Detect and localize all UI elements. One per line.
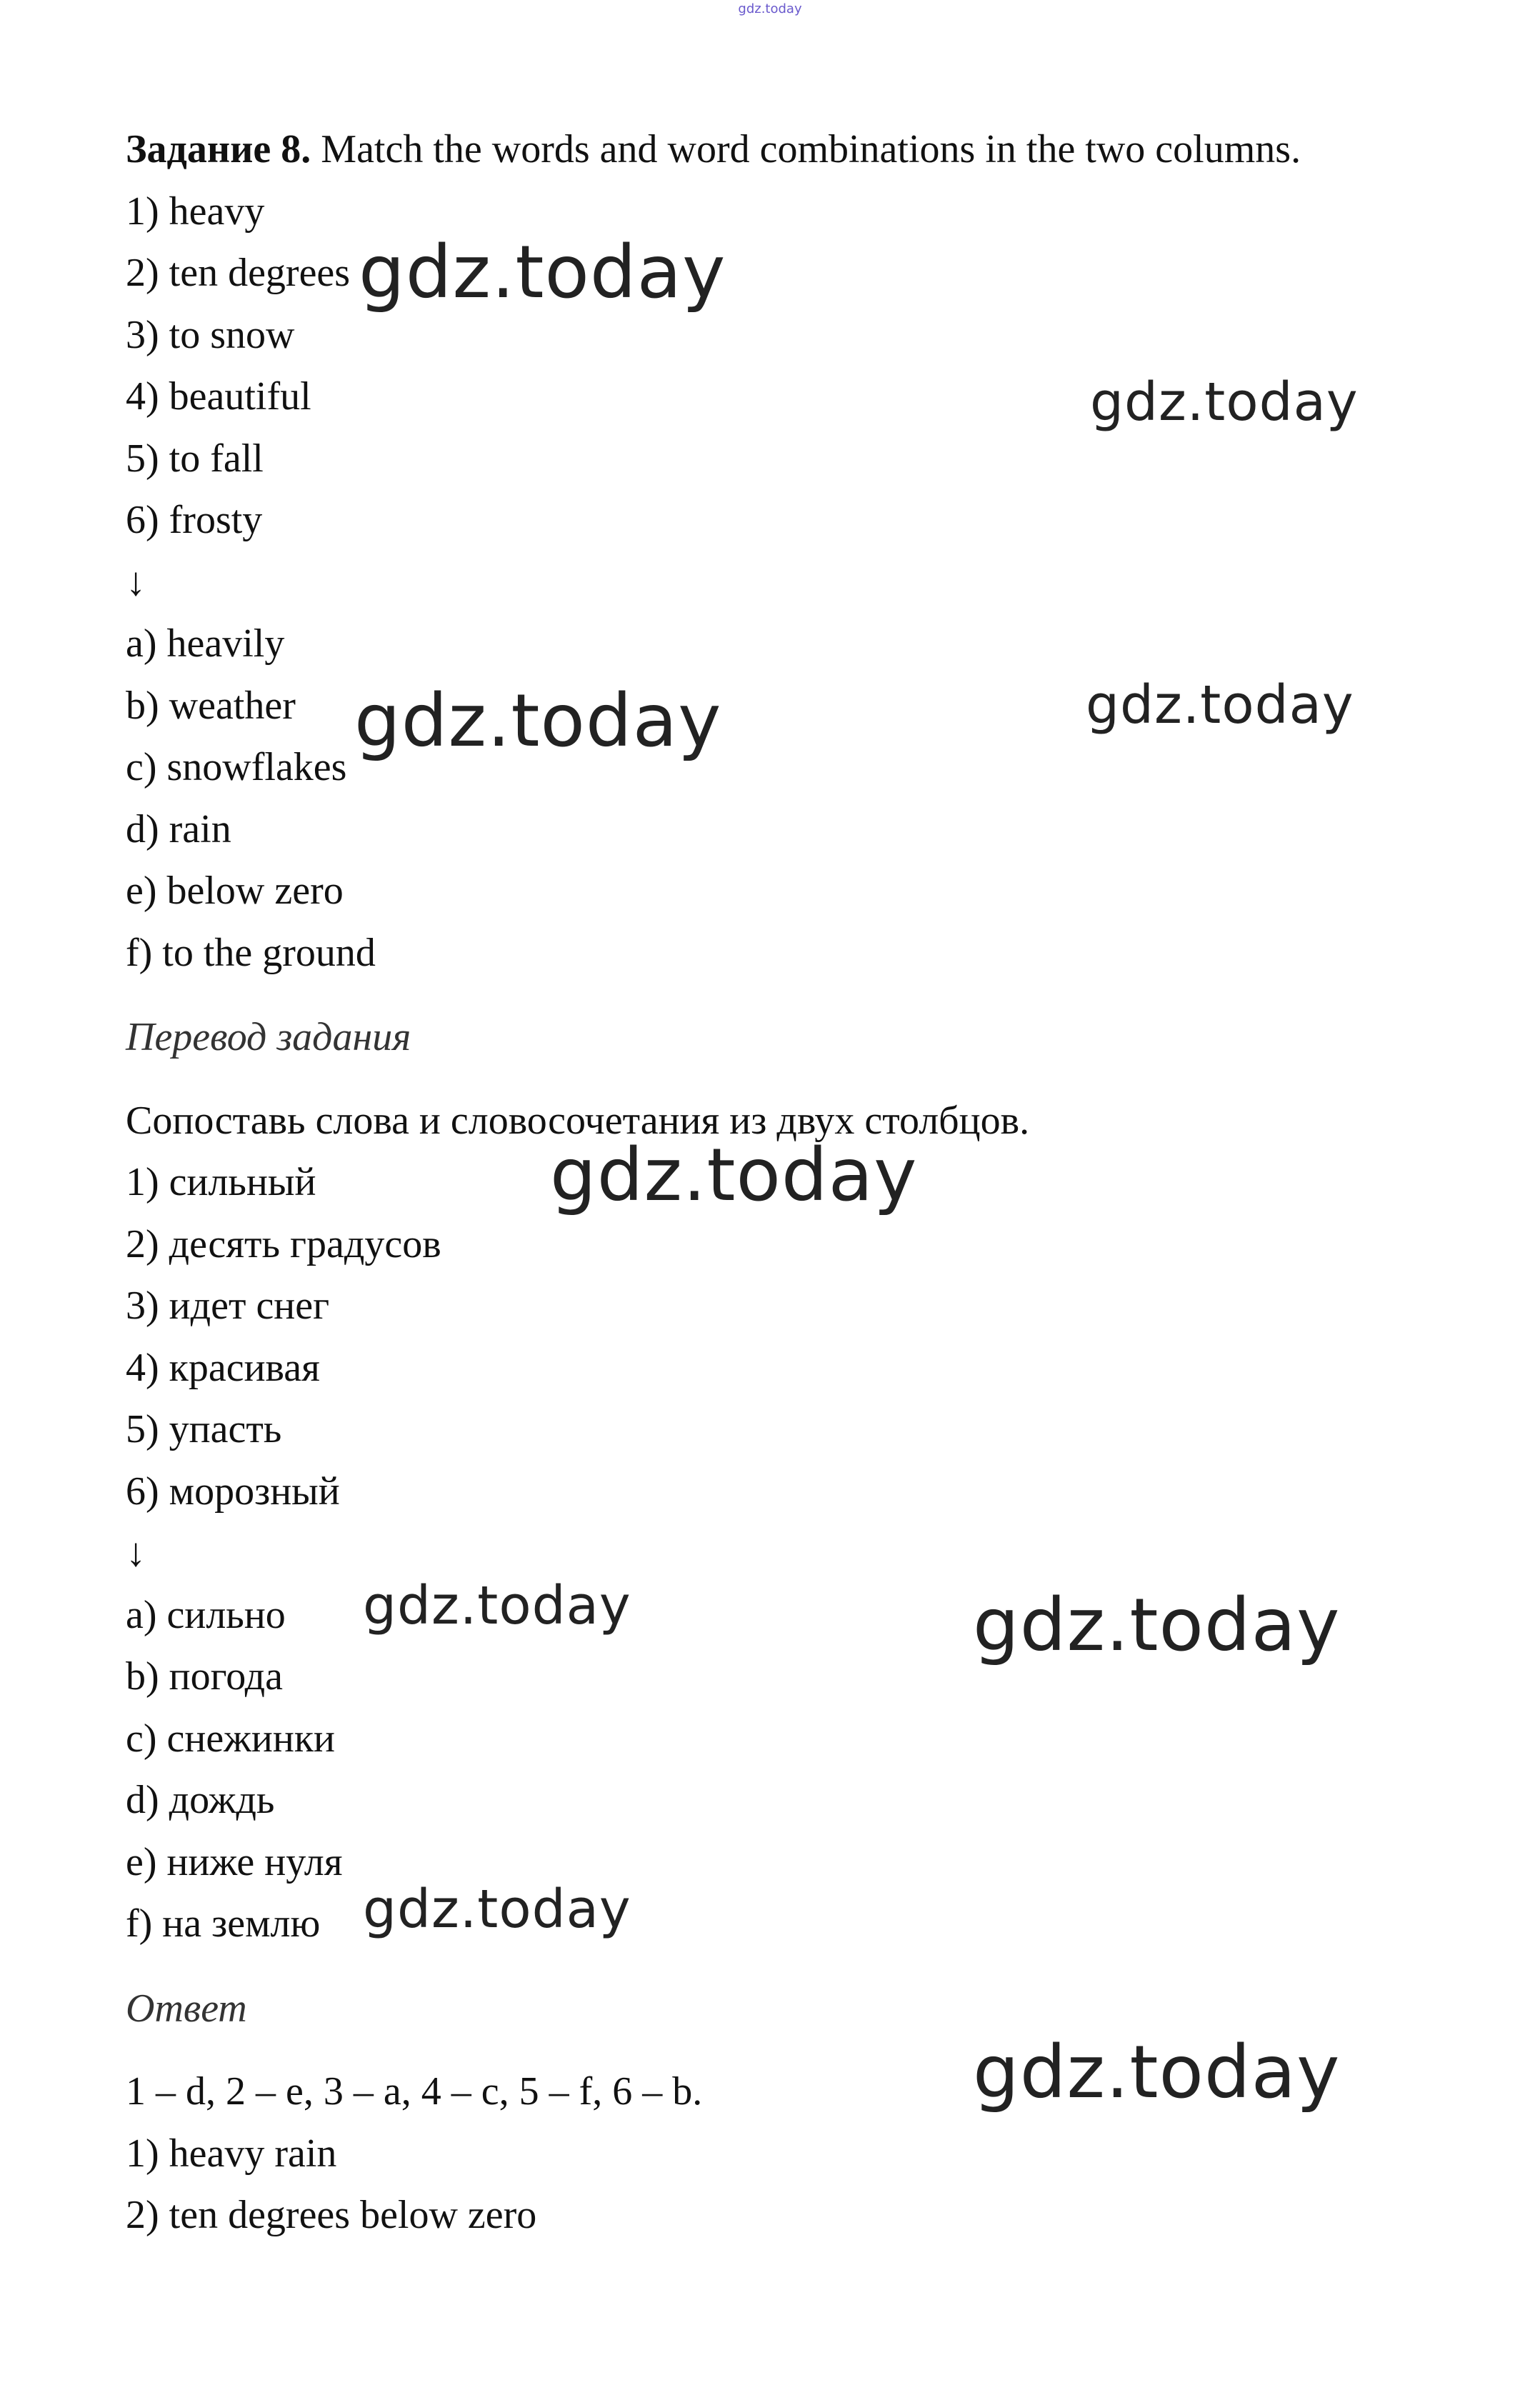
watermark: gdz.today [363,1879,631,1940]
watermark: gdz.today [973,2030,1341,2115]
answer-item: 2) ten degrees below zero [126,2193,537,2237]
list-item: c) snowflakes [126,745,347,789]
list-item: 6) frosty [126,498,263,542]
task-instruction: Match the words and word combinations in the two columns. [311,127,1301,171]
translation-heading: Перевод задания [126,1015,411,1059]
answer-item: 1) heavy rain [126,2131,337,2176]
list-item: 6) морозный [126,1469,340,1514]
list-item: 2) десять градусов [126,1221,441,1266]
watermark: gdz.today [973,1583,1341,1668]
list-item: e) below zero [126,869,344,913]
watermark: gdz.today [359,230,726,315]
watermark: gdz.today [1086,674,1354,736]
list-item: a) сильно [126,1592,286,1637]
list-item: d) rain [126,806,231,851]
watermark: gdz.today [354,679,722,764]
list-item: a) heavily [126,621,285,666]
answer-heading: Ответ [126,1986,247,2031]
down-arrow: ↓ [126,559,146,604]
list-item: d) дождь [126,1778,275,1822]
list-item: b) погода [126,1654,283,1699]
list-item: 3) идет снег [126,1284,330,1328]
answer-key: 1 – d, 2 – e, 3 – a, 4 – c, 5 – f, 6 – b. [126,2069,703,2114]
task-left-column [126,181,1447,551]
watermark: gdz.today [363,1575,631,1636]
list-item: e) ниже нуля [126,1839,343,1884]
task-number: Задание 8. [126,127,311,171]
header-watermark: gdz.today [738,1,802,16]
task-title [126,119,1447,181]
list-item: b) weather [126,683,296,728]
list-item: 1) heavy [126,189,265,234]
list-item: 1) сильный [126,1160,316,1204]
watermark: gdz.today [550,1133,918,1218]
list-item: 5) упасть [126,1407,282,1451]
down-arrow: ↓ [126,1531,146,1575]
list-item: 5) to fall [126,436,264,481]
list-item: 2) ten degrees [126,251,351,295]
list-item: 3) to snow [126,312,295,357]
translation-instruction: Сопоставь слова и словосочетания из двух столбцов. [126,1098,1030,1143]
list-item: f) to the ground [126,930,376,975]
list-item: c) снежинки [126,1716,335,1761]
list-item: f) на землю [126,1901,321,1946]
task-right-column [126,613,1447,984]
watermark: gdz.today [1090,371,1359,433]
list-item: 4) красивая [126,1345,320,1390]
list-item: 4) beautiful [126,374,311,419]
